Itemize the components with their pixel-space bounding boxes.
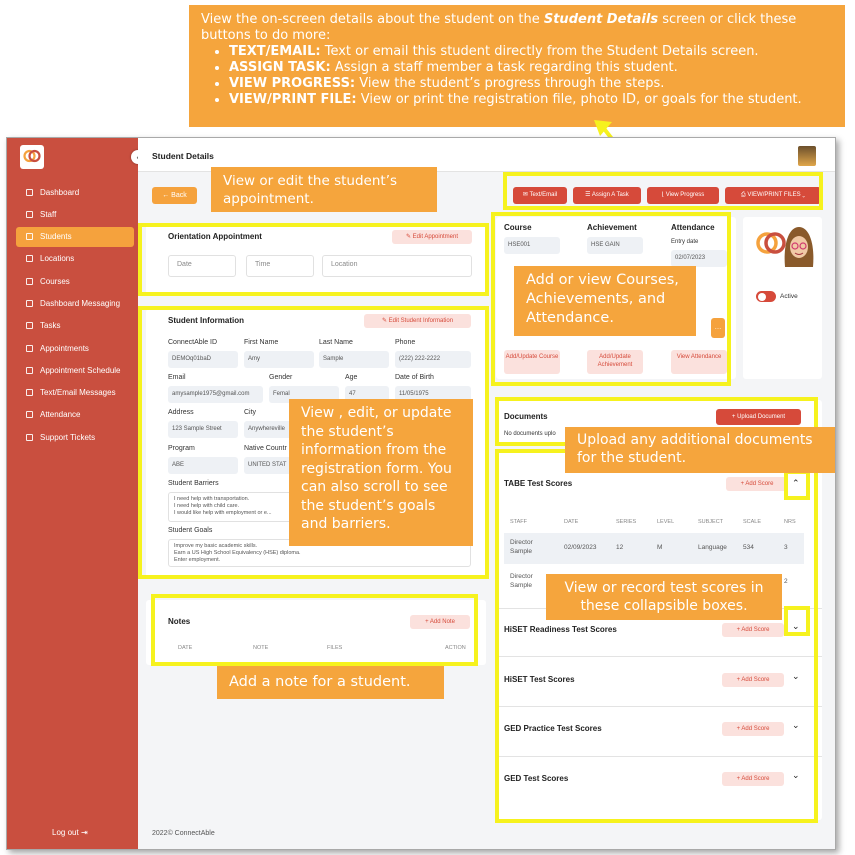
tasks-icon (26, 322, 33, 329)
callout-bullet: • VIEW/PRINT FILE: View or print the registration file, photo ID, or goals for the student. (229, 92, 833, 108)
plus-icon: + (740, 481, 746, 487)
student-info-title: Student Information (168, 316, 244, 325)
plus-icon: + (731, 414, 738, 420)
test-scores-panel (496, 450, 822, 820)
goal-line: Improve my basic academic skills. (174, 543, 258, 549)
student-info-callout: View , edit, or update the student’s information from the registration form. You can also scroll to see the student’s goals and barriers. (289, 399, 473, 546)
schedule-icon (26, 367, 33, 374)
sidebar-item-label: Text/Email Messages (40, 388, 116, 398)
attendance-icon (26, 411, 33, 418)
add-note-label: Add Note (429, 619, 455, 625)
dashboard-icon (26, 189, 33, 196)
add-note-button[interactable] (410, 615, 470, 629)
label-connectable-id: ConnectAble ID (168, 339, 218, 346)
appointment-location-field[interactable]: Location (322, 255, 472, 277)
notes-card (146, 600, 486, 665)
field-connectable-id: DEMOq01baD (168, 351, 238, 368)
add-score-button[interactable] (722, 673, 784, 687)
support-icon (26, 434, 33, 441)
assign-task-label: Assign A Task (591, 192, 629, 198)
location-icon (26, 255, 33, 262)
barrier-line: I need help with transportation. (174, 496, 250, 502)
label-address: Address (168, 409, 194, 416)
connectable-logo (20, 145, 44, 169)
sidebar-item-label: Attendance (40, 410, 81, 420)
sidebar-item-label: Dashboard (40, 187, 80, 197)
divider (496, 756, 822, 757)
label-age: Age (345, 374, 358, 381)
appointment-date-field[interactable]: Date (168, 255, 236, 277)
assign-task-button[interactable] (573, 187, 641, 204)
achievement-value: HSE GAIN (587, 237, 643, 254)
text-email-button[interactable] (513, 187, 567, 204)
sidebar-item-label: Staff (40, 209, 57, 219)
appointment-callout: View or edit the student’s appointment. (211, 167, 437, 212)
chevron-down-icon[interactable]: ⌄ (792, 770, 800, 780)
table-row[interactable] (504, 533, 804, 564)
sidebar-item-locations[interactable] (16, 249, 134, 269)
view-progress-label: View Progress (665, 192, 705, 198)
appointment-time-field[interactable]: Time (246, 255, 314, 277)
cell-staff: Director Sample (510, 539, 533, 555)
sidebar-item-attendance[interactable] (16, 405, 134, 425)
add-score-button[interactable] (722, 722, 784, 736)
notes-callout: Add a note for a student. (217, 666, 444, 699)
label-dob: Date of Birth (395, 374, 434, 381)
plus-icon: + (736, 627, 742, 633)
field-native-country: UNITED STAT (244, 457, 314, 474)
score-col-level: LEVEL (657, 519, 675, 525)
divider (496, 706, 822, 707)
edit-student-info-button[interactable] (364, 314, 471, 328)
tabe-title: TABE Test Scores (504, 479, 573, 488)
score-col-series: SERIES (616, 519, 637, 525)
test-scores-callout: View or record test scores in these collapsible boxes. (546, 574, 782, 620)
page-title: Student Details (152, 151, 214, 161)
sidebar-item-appointment-schedule[interactable] (16, 360, 134, 380)
upload-document-label: Upload Document (737, 414, 786, 420)
course-title: Course (504, 223, 532, 232)
notes-col-date: DATE (178, 645, 193, 651)
label-phone: Phone (395, 339, 416, 346)
score-col-date: DATE (564, 519, 579, 525)
barrier-line: I need help with child care. (174, 503, 240, 509)
label-gender: Gender (269, 374, 293, 381)
messaging-icon (26, 300, 33, 307)
score-col-scale: SCALE (743, 519, 762, 525)
view-print-files-button[interactable] (725, 187, 821, 204)
logout-label: Log out (52, 828, 79, 837)
active-toggle[interactable] (756, 291, 776, 302)
sidebar-item-label: Dashboard Messaging (40, 298, 121, 308)
field-email: amysample1975@gmail.com (168, 386, 263, 403)
sidebar-item-label: Tasks (40, 321, 61, 331)
sidebar-item-appointments[interactable] (16, 338, 134, 358)
toggle-knob (758, 293, 766, 301)
progress-icon: ⌊ (661, 192, 666, 198)
add-update-achievement-button[interactable]: Add/Update Achievement (587, 350, 643, 374)
sidebar-nav (16, 182, 134, 450)
student-avatar (781, 223, 817, 271)
course-value: HSE001 (504, 237, 560, 254)
documents-title: Documents (504, 412, 548, 421)
add-score-label: Add Score (741, 677, 770, 683)
cell-series: 12 (616, 544, 624, 551)
add-score-button[interactable] (722, 772, 784, 786)
sidebar-item-label: Locations (40, 254, 75, 264)
plus-icon: + (736, 677, 742, 683)
footer-text: 2022© ConnectAble (152, 830, 215, 837)
sidebar-item-label: Appointment Schedule (40, 365, 121, 375)
chevron-down-icon[interactable]: ⌄ (792, 720, 800, 730)
ged-title: GED Test Scores (504, 774, 569, 783)
sidebar-item-text-email-messages[interactable] (16, 383, 134, 403)
upload-document-button[interactable] (716, 409, 801, 425)
text-email-label: Text/Email (529, 192, 558, 198)
hiset-title: HiSET Test Scores (504, 675, 575, 684)
main-content (138, 138, 836, 850)
notes-title: Notes (168, 617, 191, 626)
goal-line: Earn a US High School Equivalency (HSE) diploma. (174, 550, 301, 556)
hiset-readiness-title: HiSET Readiness Test Scores (504, 625, 617, 634)
logout-button[interactable] (52, 828, 88, 837)
achievement-title: Achievement (587, 223, 637, 232)
label-native-country: Native Countr (244, 445, 287, 452)
callout-bullet: • ASSIGN TASK: Assign a staff member a task regarding this student. (229, 60, 833, 76)
field-first-name: Amy (244, 351, 314, 368)
label-first-name: First Name (244, 339, 279, 346)
score-col-subject: SUBJECT (698, 519, 724, 525)
cell-staff: Director Sample (510, 573, 533, 589)
entry-date-value: 02/07/2023 (671, 250, 727, 267)
appointment-title: Orientation Appointment (168, 232, 262, 241)
edit-appointment-button[interactable] (392, 230, 472, 244)
students-icon (26, 233, 33, 240)
score-col-staff: STAFF (510, 519, 528, 525)
callout-bullet: • TEXT/EMAIL: Text or email this student directly from the Student Details screen. (229, 44, 833, 60)
tasks-icon: ☰ (585, 192, 592, 198)
field-gender: Femal (269, 386, 339, 403)
plus-icon: + (736, 726, 742, 732)
notes-col-action: ACTION (445, 645, 466, 651)
score-col-nrs: NRS (784, 519, 796, 525)
sidebar-item-dashboard-messaging[interactable] (16, 293, 134, 313)
staff-icon (26, 211, 33, 218)
cell-nrs: 2 (784, 578, 788, 585)
courses-icon (26, 278, 33, 285)
label-city: City (244, 409, 257, 416)
sidebar-item-label: Students (40, 232, 72, 242)
chevron-down-icon: ⌄ (800, 192, 806, 198)
field-program: ABE (168, 457, 238, 474)
sidebar-item-staff[interactable] (16, 204, 134, 224)
field-dob: 11/05/1975 (395, 386, 471, 403)
attendance-title: Attendance (671, 223, 715, 232)
chevron-down-icon[interactable]: ⌄ (792, 671, 800, 681)
edit-appointment-label: Edit Appointment (412, 234, 459, 240)
add-score-button[interactable] (726, 477, 788, 491)
add-score-label: Add Score (741, 627, 770, 633)
more-button[interactable]: … (711, 318, 725, 338)
add-score-label: Add Score (745, 481, 774, 487)
add-update-course-button[interactable]: Add/Update Course (504, 350, 560, 374)
field-city: Anywhereville (244, 421, 314, 438)
back-button[interactable]: ← Back (152, 187, 197, 204)
view-attendance-button[interactable]: View Attendance (671, 350, 727, 374)
cell-subject: Language (698, 544, 727, 551)
ged-practice-title: GED Practice Test Scores (504, 724, 602, 733)
plus-icon: + (425, 619, 430, 625)
entry-date-label: Entry date (671, 239, 699, 245)
mail-icon: ✉ (522, 192, 530, 198)
print-icon: ⎙ (740, 192, 748, 198)
add-score-button[interactable] (722, 623, 784, 637)
chevron-down-icon[interactable]: ⌄ (792, 621, 800, 631)
sidebar-item-label: Courses (40, 276, 70, 286)
cell-level: M (657, 544, 663, 551)
field-age: 47 (345, 386, 389, 403)
sidebar-item-label: Support Tickets (40, 432, 96, 442)
sidebar-item-support-tickets[interactable] (16, 427, 134, 447)
edit-icon: ✎ (405, 234, 413, 240)
cell-date: 02/09/2023 (564, 544, 597, 551)
callout-bullet-list (229, 44, 833, 108)
notes-col-note: NOTE (253, 645, 269, 651)
field-phone: (222) 222-2222 (395, 351, 471, 368)
chevron-up-icon[interactable]: ⌃ (792, 478, 800, 488)
field-last-name: Sample (319, 351, 389, 368)
sidebar-item-students[interactable] (16, 227, 134, 247)
label-goals: Student Goals (168, 527, 213, 534)
sidebar-item-label: Appointments (40, 343, 89, 353)
view-print-files-label: VIEW/PRINT FILES (747, 192, 801, 198)
sidebar (7, 138, 138, 850)
status-label: Active (780, 293, 798, 300)
add-score-label: Add Score (741, 726, 770, 732)
notes-col-files: FILES (327, 645, 343, 651)
callout-bullet: • VIEW PROGRESS: View the student’s progress through the steps. (229, 76, 833, 92)
profile-card (743, 217, 822, 379)
field-address: 123 Sample Street (168, 421, 238, 438)
view-progress-button[interactable] (647, 187, 719, 204)
documents-callout: Upload any additional documents for the student. (565, 427, 835, 473)
documents-empty-text: No documents uplo (504, 431, 556, 437)
label-email: Email (168, 374, 186, 381)
cell-nrs: 3 (784, 544, 788, 551)
label-program: Program (168, 445, 195, 452)
barrier-line: I would like help with employment or e... (174, 510, 272, 516)
callout-intro: View the on-screen details about the student on the Student Details screen or click these buttons to do more: (201, 12, 797, 43)
user-avatar[interactable] (798, 146, 816, 166)
mail-icon (26, 389, 33, 396)
logout-icon: ⇥ (80, 828, 88, 837)
instructions-callout (189, 5, 845, 127)
calendar-icon (26, 345, 33, 352)
goal-line: Enter employment. (174, 557, 221, 563)
sidebar-item-courses[interactable] (16, 271, 134, 291)
edit-icon: ✎ (381, 318, 389, 324)
add-score-label: Add Score (741, 776, 770, 782)
label-barriers: Student Barriers (168, 480, 219, 487)
label-last-name: Last Name (319, 339, 353, 346)
cell-scale: 534 (743, 544, 754, 551)
appointment-card (146, 223, 486, 296)
divider (496, 656, 822, 657)
plus-icon: + (736, 776, 742, 782)
sidebar-item-dashboard[interactable] (16, 182, 134, 202)
sidebar-item-tasks[interactable] (16, 316, 134, 336)
edit-student-info-label: Edit Student Information (388, 318, 454, 324)
courses-callout: Add or view Courses, Achievements, and Attendance. (514, 266, 696, 336)
